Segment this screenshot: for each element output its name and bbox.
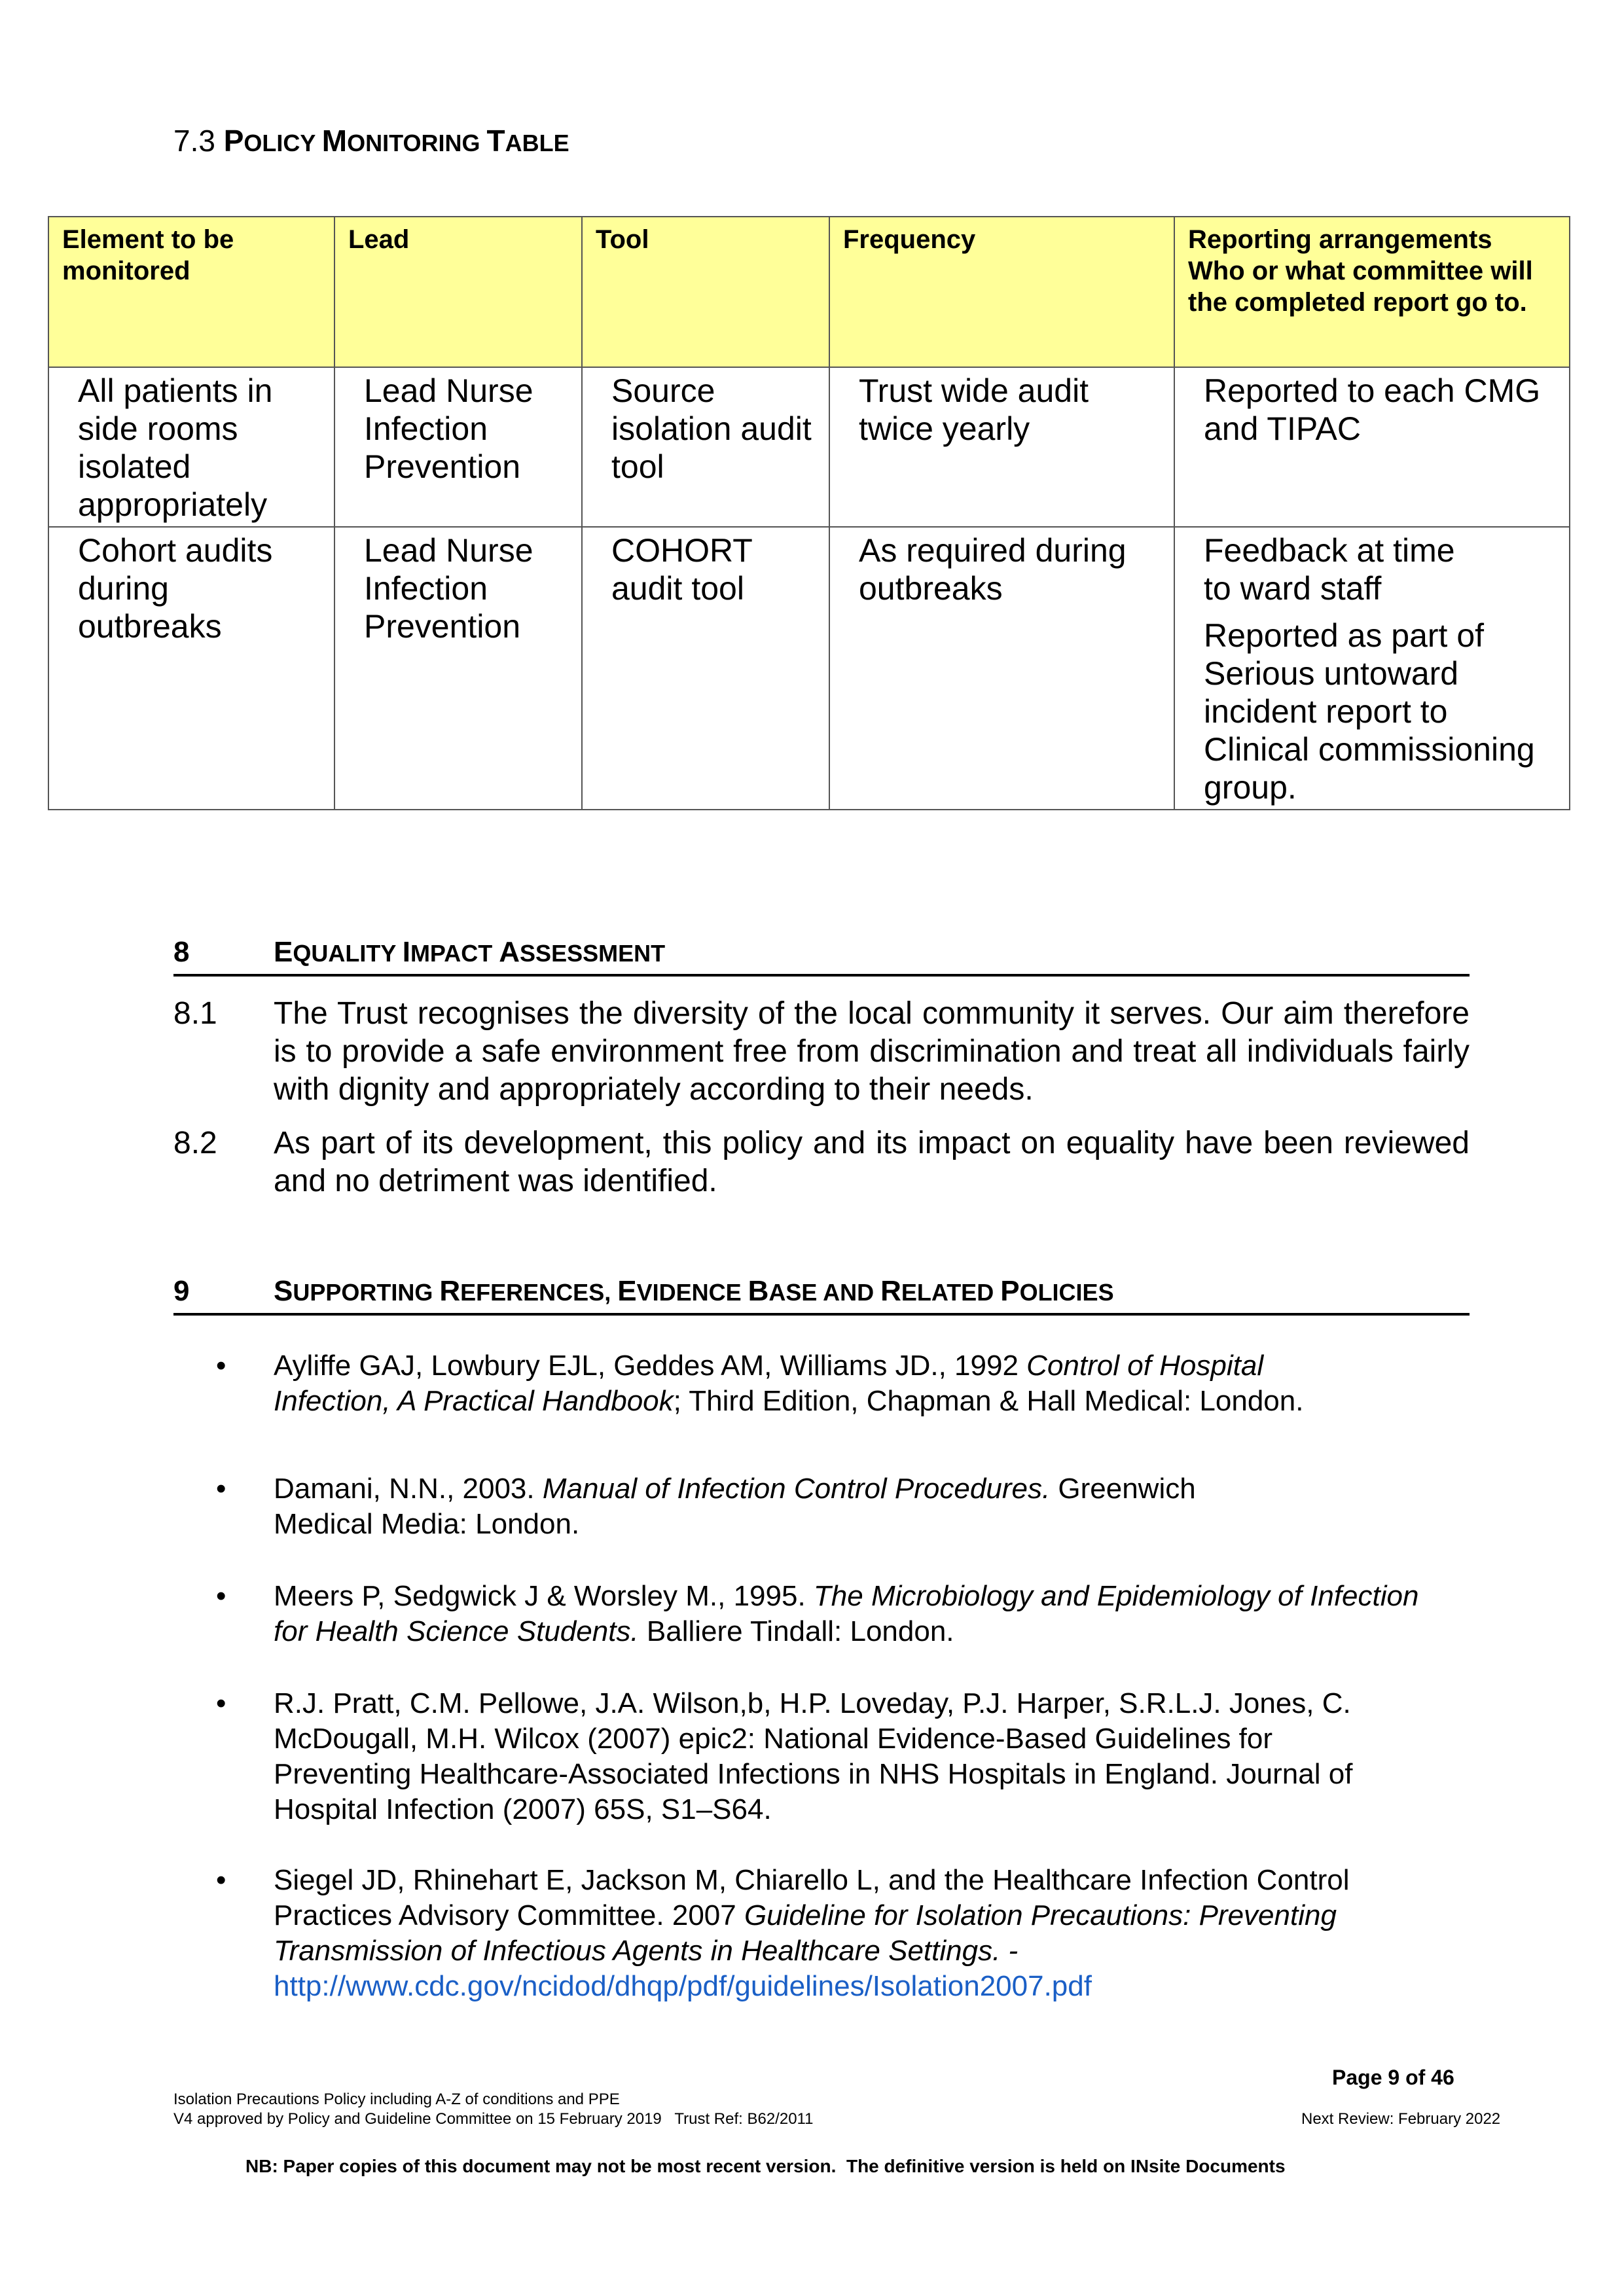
footer-doc-title: Isolation Precautions Policy including A-Z of conditions and PPE: [173, 2090, 620, 2108]
reporting-line: Feedback at time to ward staff: [1204, 532, 1455, 607]
cell-tool: Source isolation audit tool: [582, 367, 829, 527]
section-8-heading: [173, 929, 1470, 977]
header-reporting: Reporting arrangements Who or what committee will the completed report go to.: [1174, 217, 1570, 367]
table-header-row: [48, 217, 1570, 367]
paragraph-number: 8.1: [173, 996, 217, 1031]
reference-title: The Microbiology and Epidemiology of Infection for Health Science Students.: [274, 1580, 1419, 1647]
reference-publisher: Greenwich Medical Media: London.: [274, 1473, 1196, 1540]
reference-authors: Damani, N.N., 2003.: [274, 1473, 543, 1505]
reference-text: [274, 1579, 1420, 1649]
paragraph-8-1: [173, 995, 1470, 1109]
cell-element: Cohort audits during outbreaks: [48, 527, 334, 810]
cell-tool: COHORT audit tool: [582, 527, 829, 810]
reference-text: [274, 1863, 1434, 2004]
paragraph-number: 8.2: [173, 1126, 217, 1160]
footer-next-review: Next Review: February 2022: [1301, 2110, 1501, 2128]
section-title: EQUALITY IMPACT ASSESSMENT: [274, 936, 666, 968]
header-tool: Tool: [582, 217, 829, 367]
reference-title: Manual of Infection Control Procedures.: [542, 1473, 1051, 1505]
section-title: POLICY MONITORING TABLE: [223, 124, 569, 158]
section-number: 9: [173, 1275, 190, 1307]
reference-item: [216, 1348, 1355, 1419]
table-row: [48, 367, 1570, 527]
reference-title: Control of Hospital Infection, A Practical Handbook: [274, 1350, 1264, 1417]
reference-item: [216, 1863, 1434, 2004]
paragraph-text: The Trust recognises the diversity of the local community it serves. Our aim therefore is to provide a safe environment free from discrimination and treat all individuals fairly with dignity and appropriately according to their needs.: [274, 996, 1470, 1107]
reference-authors: R.J. Pratt, C.M. Pellowe, J.A. Wilson,b, H.P. Loveday, P.J. Harper, S.R.L.J. Jones, C. McDougall, M.H. Wilcox (2007) epic2: National Evidence-Based Guidelines for Preventing Healthcare-Associated Infections in NHS Hospitals in England. Journal of Hospital Infection (2007) 65S, S1–S64.: [274, 1687, 1353, 1825]
section-title: SUPPORTING REFERENCES, EVIDENCE BASE AND RELATED POLICIES: [274, 1275, 1114, 1307]
reference-authors: Meers P, Sedgwick J & Worsley M., 1995.: [274, 1580, 814, 1612]
section-number: 7.3: [173, 124, 215, 158]
reference-item: [216, 1471, 1303, 1542]
bullet-icon: •: [216, 1350, 226, 1382]
paragraph-text: As part of its development, this policy and its impact on equality have been reviewed and no detriment was identified.: [274, 1126, 1470, 1198]
cell-frequency: As required during outbreaks: [829, 527, 1174, 810]
reference-authors: Siegel JD, Rhinehart E, Jackson M, Chiarello L, and the Healthcare Infection Control Practices Advisory Committee. 2007: [274, 1864, 1350, 1931]
reference-publisher: ; Third Edition, Chapman & Hall Medical: London.: [673, 1385, 1304, 1417]
reference-text: [274, 1348, 1355, 1419]
cell-reporting: [1174, 367, 1570, 527]
reporting-line: Reported as part of Serious untoward incident report to Clinical commissioning group.: [1204, 617, 1535, 806]
cell-lead: Lead Nurse Infection Prevention: [334, 367, 582, 527]
header-frequency: Frequency: [829, 217, 1174, 367]
policy-monitoring-table: [48, 216, 1570, 810]
page-number: Page 9 of 46: [1332, 2066, 1454, 2089]
header-element: Element to be monitored: [48, 217, 334, 367]
bullet-icon: •: [216, 1864, 226, 1896]
section-7-3-heading: [173, 123, 569, 158]
cell-lead: Lead Nurse Infection Prevention: [334, 527, 582, 810]
reference-authors: Ayliffe GAJ, Lowbury EJL, Geddes AM, Williams JD., 1992: [274, 1350, 1027, 1382]
reference-publisher: Balliere Tindall: London.: [638, 1615, 954, 1647]
reference-link[interactable]: http://www.cdc.gov/ncidod/dhqp/pdf/guidelines/Isolation2007.pdf: [274, 1970, 1092, 2002]
reporting-line: Reported to each CMG and TIPAC: [1204, 372, 1541, 447]
table-row: [48, 527, 1570, 810]
footer-approval: V4 approved by Policy and Guideline Committee on 15 February 2019 Trust Ref: B62/2011: [173, 2110, 814, 2128]
bullet-icon: •: [216, 1687, 226, 1719]
paragraph-8-2: [173, 1124, 1470, 1200]
cell-reporting: [1174, 527, 1570, 810]
bullet-icon: •: [216, 1580, 226, 1612]
reference-text: [274, 1686, 1368, 1827]
header-lead: Lead: [334, 217, 582, 367]
reference-item: [216, 1686, 1368, 1827]
bullet-icon: •: [216, 1473, 226, 1505]
section-9-heading: [173, 1268, 1470, 1316]
cell-frequency: Trust wide audit twice yearly: [829, 367, 1174, 527]
footer-note: NB: Paper copies of this document may not be most recent version. The definitive version is held on INsite Documents: [245, 2156, 1286, 2176]
reference-item: [216, 1579, 1420, 1649]
reference-title: Guideline for Isolation Precautions: Preventing Transmission of Infectious Agents in Healthcare Settings. -: [274, 1899, 1337, 1967]
reference-text: [274, 1471, 1303, 1542]
section-number: 8: [173, 936, 190, 968]
cell-element: All patients in side rooms isolated appropriately: [48, 367, 334, 527]
